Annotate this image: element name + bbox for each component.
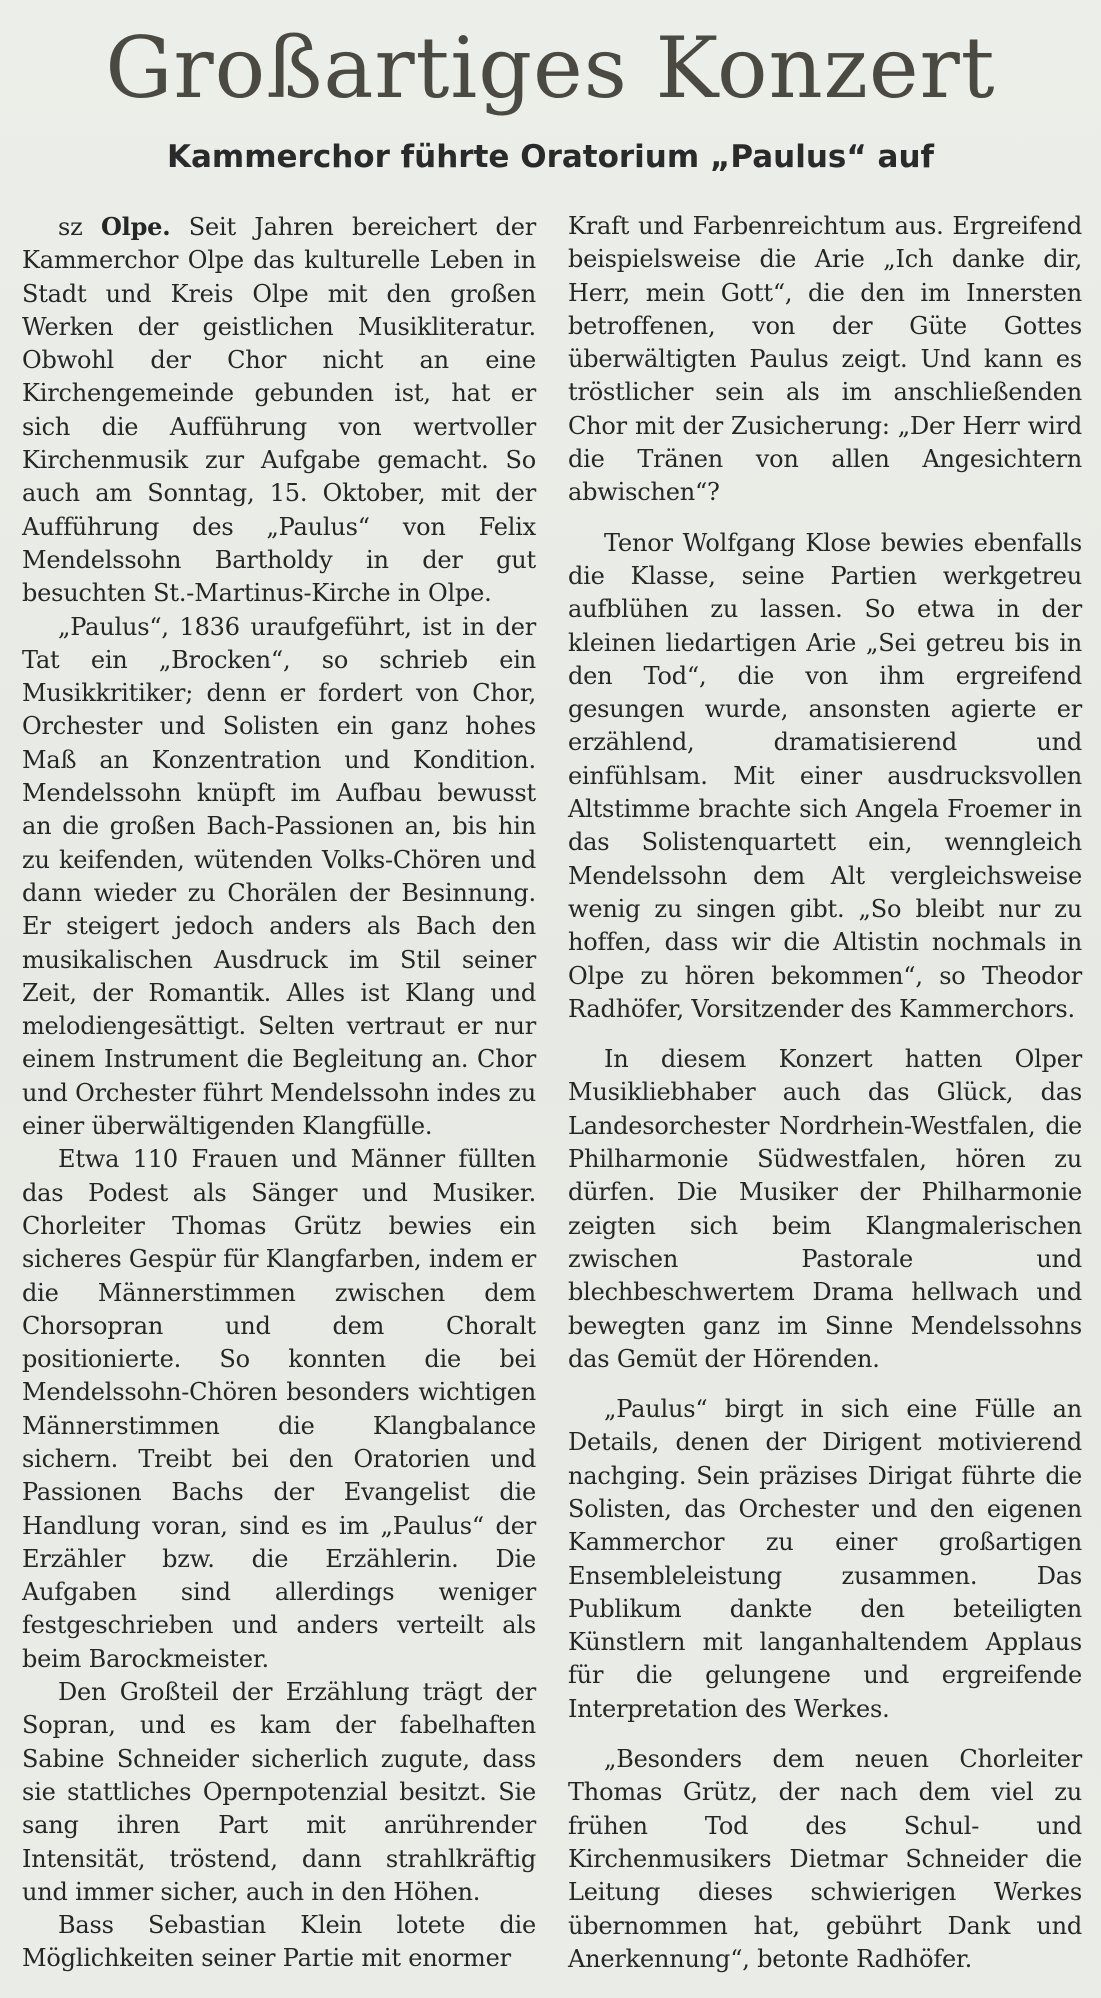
paragraph-7: Tenor Wolfgang Klose bewies ebenfalls die Klasse, seine Partien werkgetreu aufblühen zu lassen. So etwa in der kleinen liedartigen Arie „Sei getreu bis in den Tod“, die von ihm ergreifend gesungen wurde, ansonsten agierte er erzählend, dramatisierend und einfühlsam. Mit einer ausdrucksvollen Altstimme brachte sich Angela Froemer in das Solistenquartett ein, wenngleich Mendelssohn dem Alt vergleichsweise wenig zu singen gibt. „So bleibt nur zu hoffen, dass wir die Altistin nochmals in Olpe zu hören bekommen“, so Theodor Radhöfer, Vorsitzender des Kammerchors. bbox=[568, 528, 1082, 1023]
left-column bbox=[22, 210, 536, 1976]
subheadline: Kammerchor führte Oratorium „Paulus“ auf bbox=[166, 139, 935, 175]
paragraph-6: Kraft und Farbenreichtum aus. Ergreifend beispielsweise die Arie „Ich danke dir, Herr, mein Gott“, die den im Innersten betroffenen, von der Güte Gottes überwältigten Paulus zeigt. Und kann es tröstlicher sein als im anschließenden Chor mit der Zusicherung: „Der Herr wird die Tränen von allen Angesichtern abwischen“? bbox=[568, 212, 1082, 507]
paragraph-10: „Besonders dem neuen Chorleiter Thomas Grütz, der nach dem viel zu frühen Tod des Schul- und Kirchenmusikers Dietmar Schneider die Leitung dieses schwierigen Werkes übernommen hat, gebührt Dank und Anerkennung“, betonte Radhöfer. bbox=[568, 1745, 1082, 1973]
dateline-author: sz bbox=[58, 213, 83, 241]
dateline-place: Olpe. bbox=[100, 212, 171, 241]
paragraph-3: Etwa 110 Frauen und Männer füllten das Podest als Sänger und Musiker. Chorleiter Thomas Grütz bewies ein sicheres Gespür für Klangfarben, indem er die Männerstimmen zwischen dem Chorsopran und dem Choralt positionierte. So konnten die bei Mendelssohn-Chören besonders wichtigen Männerstimmen die Klangbalance sichern. Treibt bei den Oratorien und Passionen Bachs der Evangelist die Handlung voran, sind es im „Paulus“ der Erzähler bzw. die Erzählerin. Die Aufgaben sind allerdings weniger festgeschrieben und anders verteilt als beim Barockmeister. bbox=[22, 1145, 537, 1673]
headline: Großartiges Konzert bbox=[105, 19, 996, 117]
paragraph-8: In diesem Konzert hatten Olper Musikliebhaber auch das Glück, das Landesorchester Nordrhein-Westfalen, die Philharmonie Südwestfalen, hören zu dürfen. Die Musiker der Philharmonie zeigten sich beim Klangmalerischen zwischen Pastorale und blechbeschwertem Drama hellwach und bewegten ganz im Sinne Mendelssohns das Gemüt der Hörenden. bbox=[568, 1045, 1082, 1373]
right-column bbox=[568, 210, 1082, 1976]
paragraph-1-text: Seit Jahren bereichert der Kammerchor Olpe das kulturelle Leben in Stadt und Kreis Olpe mit den großen Werken der geistlichen Musikliteratur. Obwohl der Chor nicht an eine Kirchengemeinde gebunden ist, hat er sich die Aufführung von wertvoller Kirchenmusik zur Aufgabe gemacht. So auch am Sonntag, 15. Oktober, mit der Aufführung des „Paulus“ von Felix Mendelssohn Bartholdy in der gut besuchten St.-Martinus-Kirche in Olpe. bbox=[22, 213, 536, 608]
paragraph-2: „Paulus“, 1836 uraufgeführt, ist in der Tat ein „Brocken“, so schrieb ein Musikkritiker; denn er fordert von Chor, Orchester und Solisten ein ganz hohes Maß an Konzentration und Kondition. Mendelssohn knüpft im Aufbau bewusst an die großen Bach-Passionen an, bis hin zu keifenden, wütenden Volks-Chören und dann wieder zu Chorälen der Besinnung. Er steigert jedoch anders als Bach den musikalischen Ausdruck im Stil seiner Zeit, der Romantik. Alles ist Klang und melodiengesättigt. Selten vertraut er nur einem Instrument die Begleitung an. Chor und Orchester führt Mendelssohn indes zu einer überwältigenden Klangfülle. bbox=[22, 612, 536, 1141]
paragraph-1 bbox=[22, 210, 536, 611]
paragraph-5: Bass Sebastian Klein lotete die Möglichkeiten seiner Partie mit enormer bbox=[22, 1911, 536, 1973]
paragraph-9: „Paulus“ birgt in sich eine Fülle an Details, denen der Dirigent motivierend nachging. Sein präzises Dirigat führte die Solisten, das Orchester und den eigenen Kammerchor zu einer großartigen Ensembleleistung zusammen. Das Publikum dankte den beteiligten Künstlern mit langanhaltendem Applaus für die gelungene und ergreifende Interpretation des Werkes. bbox=[568, 1395, 1082, 1723]
paragraph-4: Den Großteil der Erzählung trägt der Sopran, und es kam der fabelhaften Sabine Schneider sicherlich zugute, dass sie stattliches Opernpotenzial besitzt. Sie sang ihren Part mit anrührender Intensität, tröstend, dann strahlkräftig und immer sicher, auch in den Höhen. bbox=[22, 1678, 536, 1906]
